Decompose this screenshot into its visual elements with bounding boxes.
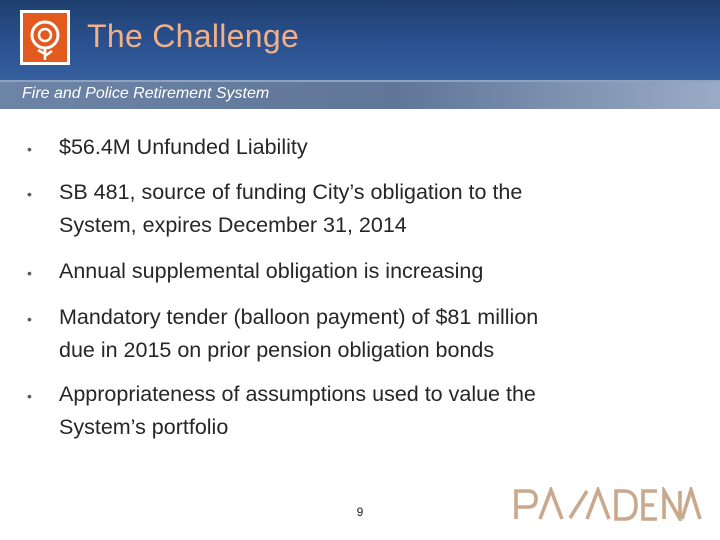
bullet-dot-icon: • bbox=[27, 265, 32, 281]
bullet-line: Annual supplemental obligation is increasing bbox=[59, 259, 484, 283]
bullet-line: Mandatory tender (balloon payment) of $81 million bbox=[59, 305, 539, 329]
bullet-line: Appropriateness of assumptions used to value the bbox=[59, 382, 536, 406]
bullet-line: System, expires December 31, 2014 bbox=[59, 213, 407, 237]
bullet-line: $56.4M Unfunded Liability bbox=[59, 135, 308, 159]
bullet-dot-icon: • bbox=[27, 388, 32, 404]
bullet-line: SB 481, source of funding City’s obligation to the bbox=[59, 180, 523, 204]
slide-title: The Challenge bbox=[87, 18, 300, 54]
bullet-dot-icon: • bbox=[27, 311, 32, 327]
bullet-dot-icon: • bbox=[27, 186, 32, 202]
page-number: 9 bbox=[356, 505, 364, 519]
pasadena-wordmark-logo bbox=[512, 487, 702, 521]
slide-subtitle: Fire and Police Retirement System bbox=[22, 85, 270, 102]
bullet-line: System’s portfolio bbox=[59, 415, 229, 439]
bullet-line: due in 2015 on prior pension obligation bonds bbox=[59, 338, 495, 362]
rose-logo-icon bbox=[20, 10, 70, 65]
bullet-dot-icon: • bbox=[27, 141, 32, 157]
